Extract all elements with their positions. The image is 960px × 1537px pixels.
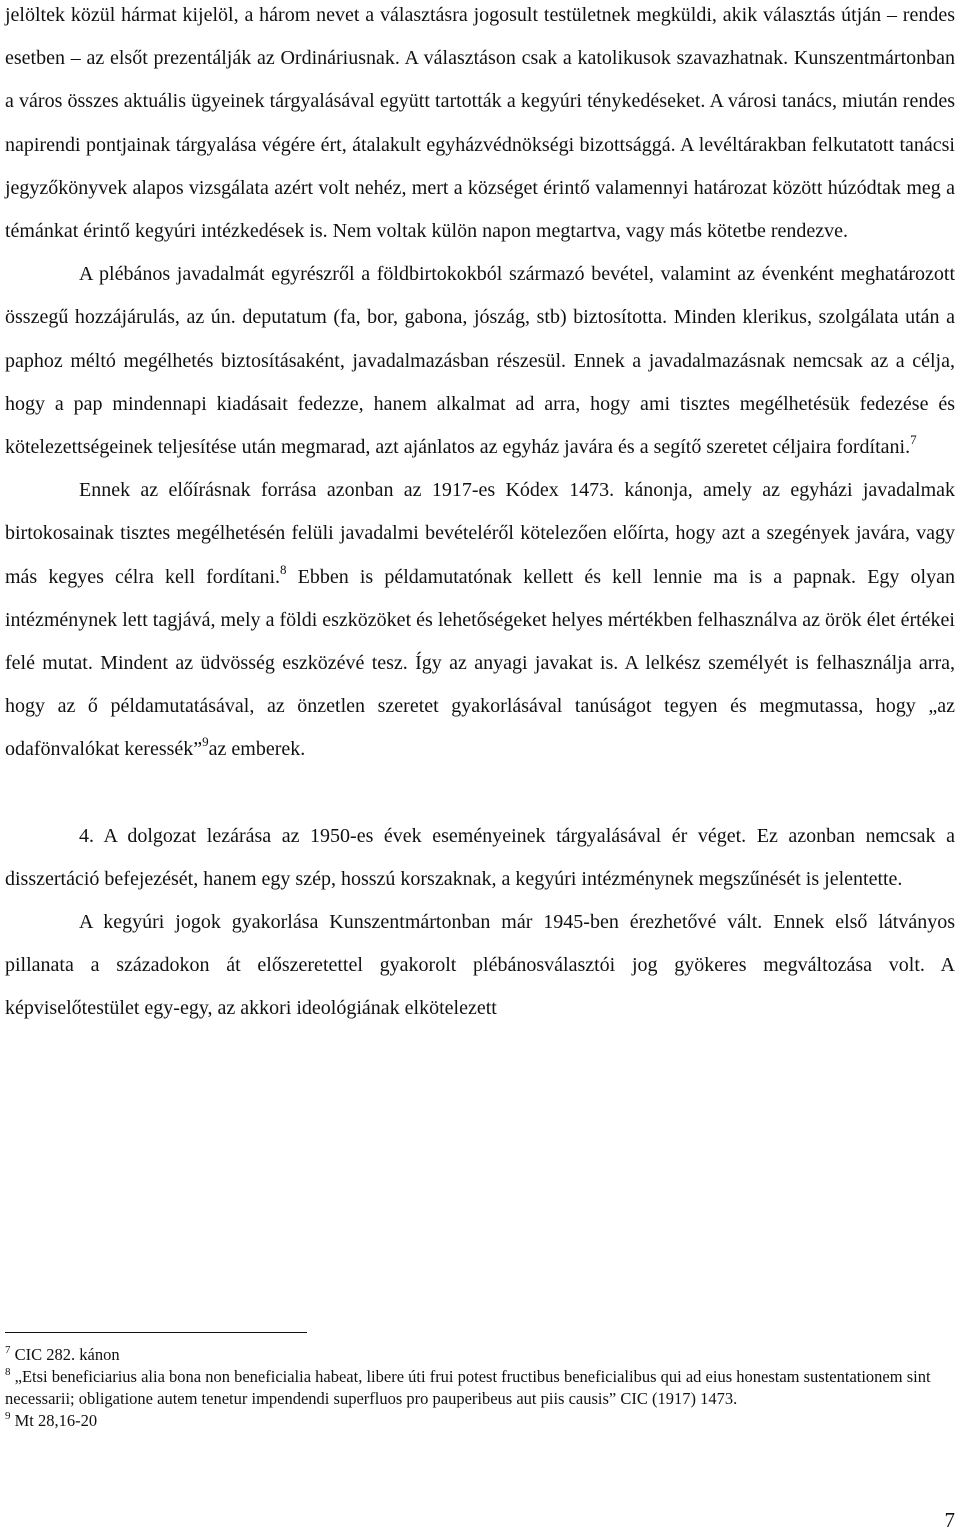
- footnote-ref-7[interactable]: 7: [910, 432, 917, 448]
- paragraph-3-text-b: Ebben is példamutatónak kellett és kell lennie ma is a papnak. Egy olyan intézménynek lett tagjává, mely a földi eszközöket és lehetőségeket helyes mértékben felhasználva az örök élet értékei felé mutat. Mindent az üdvösség eszközévé tesz. Így az anyagi javakat is. A lelkész személyét is felhasználja arra, hogy az ő példamutatásával, az önzetlen szeretet gyakorlásával tanúságot tegyen és megmutassa, hogy „az odafönvalókat keressék”: [5, 565, 955, 761]
- paragraph-2: [5, 253, 955, 469]
- footnote-ref-9[interactable]: 9: [202, 734, 209, 750]
- footnote-text: „Etsi beneficiarius alia bona non beneficialia habeat, libere úti frui potest fructibus beneficialibus qui ad eius honestam sustentationem sint necessarii; obligatione autem tenetur impendendi superfluos pro pauperibeus aut piis causis” CIC (1917) 1473.: [5, 1367, 931, 1408]
- paragraph-3: [5, 469, 955, 771]
- paragraph-2-text: A plébános javadalmát egyrészről a földbirtokokból származó bevétel, valamint az évenként meghatározott összegű hozzájárulás, az ún. deputatum (fa, bor, gabona, jószág, stb) biztosította. Minden klerikus, szolgálata után a paphoz méltó megélhetés biztosításaként, javadalmazásban részesül. Ennek a javadalmazásnak nemcsak az a célja, hogy a pap mindennapi kiadásait fedezze, hanem alkalmat ad arra, hogy ami tisztes megélhetésük fedezése és kötelezettségeinek teljesítése után megmarad, azt ajánlatos az egyház javára és a segítő szeretet céljaira fordítani.: [5, 263, 955, 459]
- page-number: 7: [944, 1508, 955, 1532]
- footnotes: [5, 1344, 935, 1432]
- paragraph-3-text-a: Ennek az előírásnak forrása azonban az 1917-es Kódex 1473. kánonja, amely az egyházi javadalmak birtokosainak tisztes megélhetésén felüli javadalmi bevételéről kötelezően előírta, hogy azt a szegények javára, vagy más kegyes célra kell fordítani.: [5, 479, 955, 588]
- footnote-separator: [5, 1332, 307, 1333]
- paragraph-5: A kegyúri jogok gyakorlása Kunszentmártonban már 1945-ben érezhetővé vált. Ennek első látványos pillanata a századokon át előszeretettel gyakorolt plébánosválasztói jog gyökeres megváltozása volt. A képviselőtestület egy-egy, az akkori ideológiának elkötelezett: [5, 911, 955, 1020]
- paragraph-3-text-c: az emberek.: [208, 738, 306, 761]
- footnote-text: Mt 28,16-20: [14, 1411, 98, 1430]
- paragraph-4-section-4: 4. A dolgozat lezárása az 1950-es évek eseményeinek tárgyalásával ér véget. Ez azonban nemcsak a disszertáció befejezését, hanem egy szép, hosszú korszaknak, a kegyúri intézménynek megszűnését is jelentette.: [5, 824, 955, 890]
- footnote-number: 8: [5, 1366, 11, 1378]
- footnote-ref-8[interactable]: 8: [280, 561, 287, 577]
- footnote-9: [5, 1410, 935, 1432]
- footnote-8: [5, 1366, 935, 1410]
- footnote-number: 7: [5, 1344, 11, 1356]
- body-text: [5, 0, 955, 1031]
- footnote-7: [5, 1344, 935, 1366]
- footnote-number: 9: [5, 1410, 11, 1422]
- footnote-text: CIC 282. kánon: [14, 1345, 120, 1364]
- paragraph-1: jelöltek közül hármat kijelöl, a három nevet a választásra jogosult testületnek megküldi, akik választás útján – rendes esetben – az elsőt prezentálják az Ordináriusnak. A választáson csak a katolikusok szavazhatnak. Kunszentmártonban a város összes aktuális ügyeinek tárgyalásával együtt tartották a kegyúri ténykedéseket. A városi tanács, miután rendes napirendi pontjainak tárgyalása végére ért, átalakult egyházvédnökségi bizottsággá. A levéltárakban felkutatott tanácsi jegyzőkönyvek alapos vizsgálata azért volt nehéz, mert a községet érintő valamennyi határozat között húzódtak meg a témánkat érintő kegyúri intézkedések is. Nem voltak külön napon megtartva, vagy más kötetbe rendezve.: [5, 4, 955, 243]
